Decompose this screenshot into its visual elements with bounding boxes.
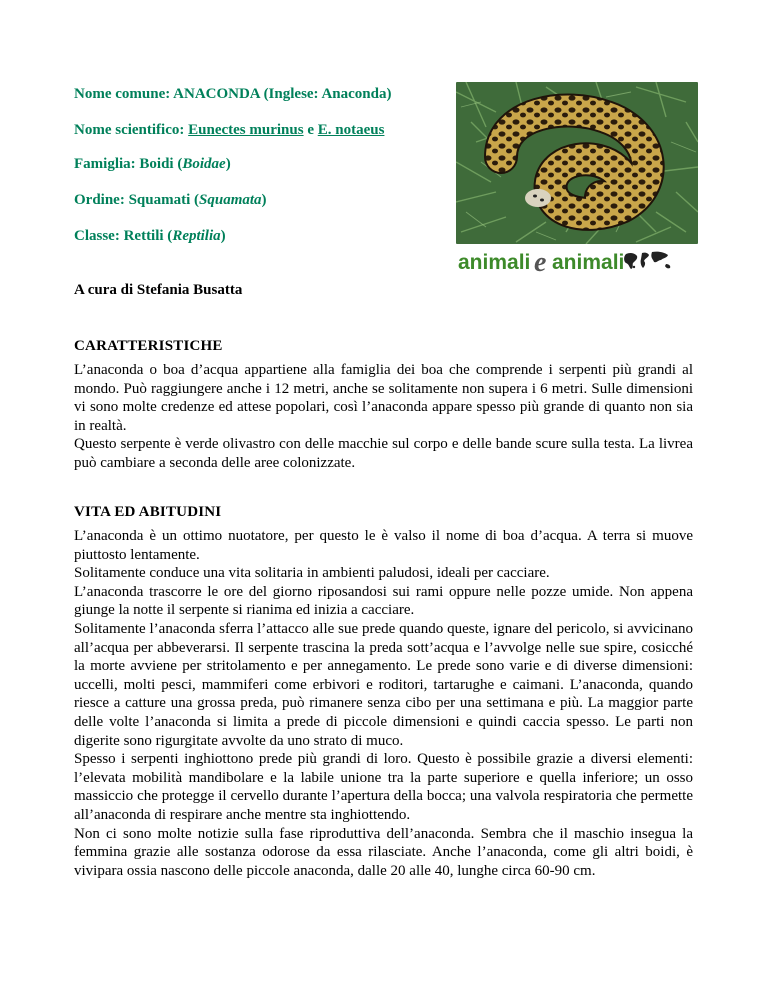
scientific-link-murinus[interactable]: Eunectes murinus [188,122,304,138]
common-name-line: Nome comune: ANACONDA (Inglese: Anaconda) [74,86,392,102]
scientific-link-notaeus[interactable]: E. notaeus [317,122,385,138]
paragraph: Spesso i serpenti inghiottono prede più grandi di loro. Questo è possibile grazie a diversi elementi: l’elevata mobilità mandibolare e la labile unione tra la parte superiore e quella inferiore; un osso massiccio che protegge il cervello durante l’apertura della bocca; una valvola respiratoria che permette all’anaconda di respirare anche mentre sta inghiottendo. [74,751,693,823]
logo-text-animali-2: animali [552,251,625,274]
order-line: Ordine: Squamati (Squamata) [74,192,267,208]
animalieanimali-logo [456,246,698,276]
logo-text-animali-1: animali [458,251,531,274]
section-heading-caratteristiche: CARATTERISTICHE [74,338,223,354]
section-body-caratteristiche [74,361,693,473]
paragraph: Solitamente conduce una vita solitaria in ambienti paludosi, ideali per cacciare. [74,565,550,582]
world-map-icon [624,252,670,269]
paragraph: L’anaconda o boa d’acqua appartiene alla famiglia dei boa che comprende i serpenti più grandi al mondo. Può raggiungere anche i 12 metri, anche se solitamente non supera i 6 metri. Sulle dimensioni vi sono molte credenze ed attese popolari, così l’anaconda appare spesso più grande di quanto non sia in realtà. [74,362,693,434]
section-body-vita-ed-abitudini [74,527,693,880]
family-line: Famiglia: Boidi (Boidae) [74,156,231,172]
scientific-name-line: Nome scientifico: Eunectes murinus e E. notaeus [74,122,385,138]
paragraph: Non ci sono molte notizie sulla fase riproduttiva dell’anaconda. Sembra che il maschio insegua la femmina grazie alle sostanza odorose da essa rilasciate. Anche l’anaconda, come gli altri boidi, è vivipara ossia nascono delle piccole anaconda, dalle 20 alle 40, lunghe circa 60-90 cm. [74,825,693,879]
paragraph: Questo serpente è verde olivastro con delle macchie sul corpo e delle bande scure sulla testa. La livrea può cambiare a seconda delle aree colonizzate. [74,436,693,471]
section-heading-vita-ed-abitudini: VITA ED ABITUDINI [74,504,222,520]
anaconda-photo [456,82,698,244]
paragraph: L’anaconda trascorre le ore del giorno riposandosi sui rami oppure nelle pozze umide. Non appena giunge la notte il serpente si rianima ed inizia a cacciare. [74,583,693,619]
class-line: Classe: Rettili (Reptilia) [74,228,226,244]
paragraph: L’anaconda è un ottimo nuotatore, per questo le è valso il nome di boa d’acqua. A terra si muove piuttosto lentamente. [74,528,693,563]
logo-text-e: e [534,247,547,276]
paragraph: Solitamente l’anaconda sferra l’attacco alle sue prede quando queste, ignare del pericolo, si avvicinano all’acqua per abbeverarsi. Il serpente trascina la preda sott’acqua e l’avvolge nelle sue spire, cosicché la morte avviene per stritolamento e per annegamento. Le prede sono varie e di diverse dimensioni: uccelli, molti pesci, mammiferi come erbivori e roditori, tartarughe e caimani. L’anaconda, quando riesce a catture una grossa preda, può rimanere senza cibo per una settimana e più. La maggior parte delle volte l’anaconda si limita a prede di piccole dimensioni e quindi caccia spesso. Le parti non digerite sono rigurgitate avvolte da uno strato di muco. [74,620,693,749]
author-line: A cura di Stefania Busatta [74,282,243,298]
